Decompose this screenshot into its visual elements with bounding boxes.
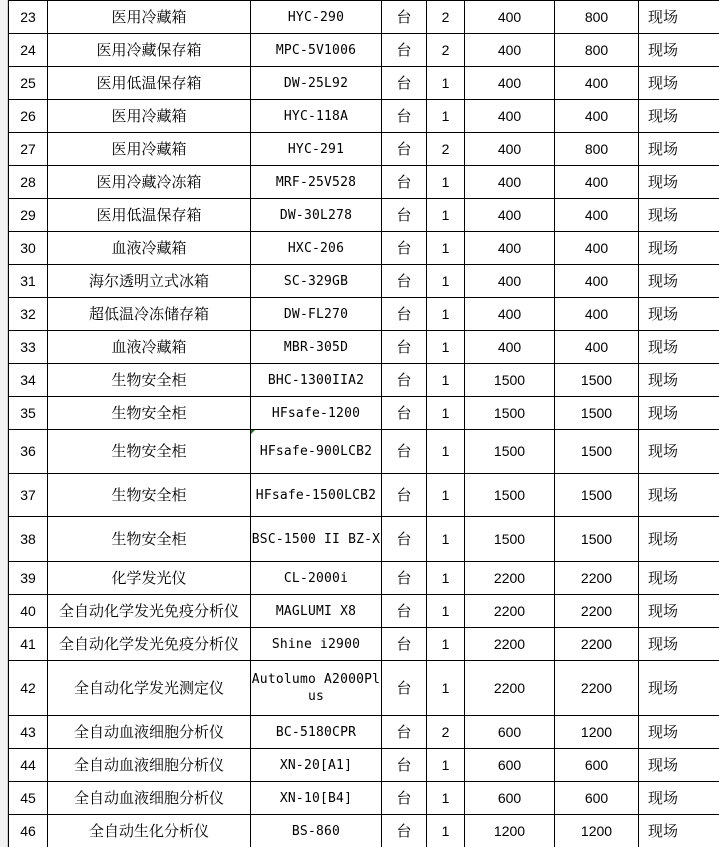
cell-equipment-name[interactable]: 生物安全柜 [48,430,251,474]
cell-quantity[interactable]: 1 [427,517,465,562]
cell-model[interactable]: MRF-25V528 [251,166,382,199]
cell-quantity[interactable]: 1 [427,232,465,265]
cell-unit-price[interactable]: 1500 [465,430,555,474]
cell-total[interactable]: 400 [555,100,639,133]
cell-total[interactable]: 400 [555,298,639,331]
cell-model[interactable]: BS-860 [251,815,382,847]
cell-unit-price[interactable]: 1500 [465,474,555,517]
cell-model[interactable]: BC-5180CPR [251,716,382,749]
cell-unit[interactable]: 台 [382,430,427,474]
cell-model[interactable]: HYC-291 [251,133,382,166]
table-row [9,166,719,199]
cell-row-number[interactable]: 35 [9,397,48,430]
cell-equipment-name[interactable]: 全自动化学发光测定仪 [48,661,251,716]
cell-location[interactable]: 现场 [639,199,719,232]
cell-equipment-name[interactable]: 医用低温保存箱 [48,67,251,100]
cell-unit-price[interactable]: 400 [465,133,555,166]
cell-equipment-name[interactable]: 全自动生化分析仪 [48,815,251,847]
table-row [9,199,719,232]
cell-row-number[interactable]: 45 [9,782,48,815]
cell-unit[interactable]: 台 [382,232,427,265]
cell-unit-price[interactable]: 1500 [465,364,555,397]
cell-model[interactable]: DW-FL270 [251,298,382,331]
cell-location[interactable]: 现场 [639,232,719,265]
table-row [9,34,719,67]
table-row [9,397,719,430]
cell-location[interactable]: 现场 [639,716,719,749]
cell-equipment-name[interactable]: 化学发光仪 [48,562,251,595]
cell-unit-price[interactable]: 2200 [465,595,555,628]
cell-total[interactable]: 400 [555,166,639,199]
cell-quantity[interactable]: 1 [427,595,465,628]
cell-location[interactable]: 现场 [639,595,719,628]
cell-location[interactable]: 现场 [639,1,719,34]
cell-location[interactable]: 现场 [639,782,719,815]
cell-model[interactable]: CL-2000i [251,562,382,595]
cell-row-number[interactable]: 36 [9,430,48,474]
cell-quantity[interactable]: 1 [427,562,465,595]
cell-unit[interactable]: 台 [382,474,427,517]
cell-quantity[interactable]: 1 [427,199,465,232]
table-row [9,628,719,661]
cell-total[interactable]: 2200 [555,628,639,661]
table-row [9,298,719,331]
cell-equipment-name[interactable]: 医用冷藏冷冻箱 [48,166,251,199]
cell-row-number[interactable]: 33 [9,331,48,364]
table-row [9,474,719,517]
cell-unit[interactable]: 台 [382,562,427,595]
table-row [9,232,719,265]
cell-row-number[interactable]: 31 [9,265,48,298]
cell-quantity[interactable]: 1 [427,166,465,199]
table-row [9,1,719,34]
cell-unit[interactable]: 台 [382,749,427,782]
cell-quantity[interactable]: 1 [427,661,465,716]
cell-location[interactable]: 现场 [639,166,719,199]
cell-equipment-name[interactable]: 生物安全柜 [48,517,251,562]
cell-unit[interactable]: 台 [382,661,427,716]
cell-total[interactable]: 400 [555,232,639,265]
cell-equipment-name[interactable]: 医用冷藏箱 [48,1,251,34]
table-row [9,661,719,716]
cell-model[interactable]: HYC-290 [251,1,382,34]
cell-row-number[interactable]: 39 [9,562,48,595]
cell-quantity[interactable]: 1 [427,815,465,847]
cell-unit-price[interactable]: 2200 [465,661,555,716]
cell-model[interactable]: Autolumo A2000Plus [251,661,382,716]
cell-location[interactable]: 现场 [639,34,719,67]
cell-row-number[interactable]: 30 [9,232,48,265]
cell-unit-price[interactable]: 400 [465,298,555,331]
cell-quantity[interactable]: 1 [427,265,465,298]
cell-row-number[interactable]: 43 [9,716,48,749]
cell-row-number[interactable]: 46 [9,815,48,847]
cell-unit[interactable]: 台 [382,166,427,199]
table-row [9,133,719,166]
cell-total[interactable]: 400 [555,199,639,232]
cell-unit-price[interactable]: 2200 [465,562,555,595]
cell-quantity[interactable]: 1 [427,397,465,430]
cell-unit[interactable]: 台 [382,331,427,364]
cell-location[interactable]: 现场 [639,364,719,397]
cell-equipment-name[interactable]: 全自动血液细胞分析仪 [48,749,251,782]
cell-unit-price[interactable]: 2200 [465,628,555,661]
table-row [9,595,719,628]
cell-location[interactable]: 现场 [639,430,719,474]
cell-total[interactable]: 2200 [555,562,639,595]
cell-row-number[interactable]: 44 [9,749,48,782]
cell-unit-price[interactable]: 400 [465,34,555,67]
cell-total[interactable]: 400 [555,331,639,364]
cell-quantity[interactable]: 1 [427,298,465,331]
cell-total[interactable]: 800 [555,133,639,166]
cell-unit-price[interactable]: 600 [465,782,555,815]
cell-equipment-name[interactable]: 生物安全柜 [48,474,251,517]
cell-equipment-name[interactable]: 生物安全柜 [48,397,251,430]
cell-equipment-name[interactable]: 全自动血液细胞分析仪 [48,716,251,749]
cell-row-number[interactable]: 29 [9,199,48,232]
cell-total[interactable]: 1200 [555,815,639,847]
cell-row-number[interactable]: 37 [9,474,48,517]
cell-location[interactable]: 现场 [639,397,719,430]
cell-model[interactable]: Shine i2900 [251,628,382,661]
table-row [9,67,719,100]
cell-location[interactable]: 现场 [639,749,719,782]
cell-model[interactable]: SC-329GB [251,265,382,298]
cell-row-number[interactable]: 32 [9,298,48,331]
cell-quantity[interactable]: 2 [427,716,465,749]
cell-location[interactable]: 现场 [639,661,719,716]
cell-location[interactable]: 现场 [639,133,719,166]
cell-equipment-name[interactable]: 全自动化学发光免疫分析仪 [48,628,251,661]
cell-unit-price[interactable]: 600 [465,749,555,782]
cell-equipment-name[interactable]: 超低温冷冻储存箱 [48,298,251,331]
cell-unit[interactable]: 台 [382,397,427,430]
table-row [9,517,719,562]
cell-unit-price[interactable]: 400 [465,232,555,265]
cell-quantity[interactable]: 1 [427,364,465,397]
cell-quantity[interactable]: 1 [427,628,465,661]
cell-total[interactable]: 1500 [555,474,639,517]
cell-quantity[interactable]: 2 [427,133,465,166]
cell-quantity[interactable]: 1 [427,474,465,517]
cell-model[interactable]: MBR-305D [251,331,382,364]
cell-row-number[interactable]: 42 [9,661,48,716]
cell-total[interactable]: 1500 [555,430,639,474]
cell-quantity[interactable]: 1 [427,67,465,100]
equipment-table [8,0,719,847]
cell-model[interactable]: HFsafe-1500LCB2 [251,474,382,517]
cell-total[interactable]: 600 [555,782,639,815]
cell-model[interactable]: HFsafe-900LCB2 [251,430,382,474]
cell-location[interactable]: 现场 [639,474,719,517]
cell-total[interactable]: 600 [555,749,639,782]
cell-unit[interactable]: 台 [382,628,427,661]
table-row [9,430,719,474]
cell-model[interactable]: XN-20[A1] [251,749,382,782]
cell-total[interactable]: 1200 [555,716,639,749]
table-row [9,782,719,815]
cell-model[interactable]: MAGLUMI X8 [251,595,382,628]
cell-model[interactable]: HYC-118A [251,100,382,133]
cell-row-number[interactable]: 34 [9,364,48,397]
table-row [9,562,719,595]
cell-location[interactable]: 现场 [639,100,719,133]
cell-location[interactable]: 现场 [639,517,719,562]
cell-quantity[interactable]: 1 [427,782,465,815]
cell-location[interactable]: 现场 [639,67,719,100]
table-row [9,716,719,749]
cell-unit-price[interactable]: 1500 [465,397,555,430]
cell-total[interactable]: 800 [555,34,639,67]
table-row [9,265,719,298]
cell-unit[interactable]: 台 [382,199,427,232]
cell-model[interactable]: HXC-206 [251,232,382,265]
cell-unit[interactable]: 台 [382,265,427,298]
cell-location[interactable]: 现场 [639,628,719,661]
cell-quantity[interactable]: 2 [427,34,465,67]
cell-unit[interactable]: 台 [382,34,427,67]
cell-total[interactable]: 2200 [555,595,639,628]
cell-unit[interactable]: 台 [382,133,427,166]
cell-equipment-name[interactable]: 全自动化学发光免疫分析仪 [48,595,251,628]
cell-row-number[interactable]: 25 [9,67,48,100]
cell-unit[interactable]: 台 [382,100,427,133]
cell-quantity[interactable]: 1 [427,749,465,782]
row-header-gutter [0,0,8,847]
cell-equipment-name[interactable]: 医用冷藏保存箱 [48,34,251,67]
cell-equipment-name[interactable]: 医用低温保存箱 [48,199,251,232]
cell-row-number[interactable]: 23 [9,1,48,34]
cell-location[interactable]: 现场 [639,265,719,298]
cell-unit[interactable]: 台 [382,716,427,749]
cell-unit-price[interactable]: 400 [465,265,555,298]
table-row [9,364,719,397]
cell-row-number[interactable]: 38 [9,517,48,562]
cell-equipment-name[interactable]: 生物安全柜 [48,364,251,397]
table-row [9,815,719,847]
cell-total[interactable]: 1500 [555,364,639,397]
cell-total[interactable]: 1500 [555,397,639,430]
cell-total[interactable]: 800 [555,1,639,34]
cell-row-number[interactable]: 27 [9,133,48,166]
cell-equipment-name[interactable]: 血液冷藏箱 [48,331,251,364]
cell-model[interactable]: HFsafe-1200 [251,397,382,430]
cell-equipment-name[interactable]: 医用冷藏箱 [48,100,251,133]
cell-unit-price[interactable]: 400 [465,166,555,199]
cell-row-number[interactable]: 28 [9,166,48,199]
cell-unit[interactable]: 台 [382,782,427,815]
cell-unit[interactable]: 台 [382,595,427,628]
table-row [9,749,719,782]
cell-location[interactable]: 现场 [639,298,719,331]
cell-unit-price[interactable]: 400 [465,1,555,34]
cell-unit-price[interactable]: 1500 [465,517,555,562]
cell-model[interactable]: BSC-1500 II BZ-X [251,517,382,562]
cell-unit-price[interactable]: 400 [465,331,555,364]
cell-model[interactable]: BHC-1300IIA2 [251,364,382,397]
cell-total[interactable]: 2200 [555,661,639,716]
cell-location[interactable]: 现场 [639,562,719,595]
cell-unit-price[interactable]: 1200 [465,815,555,847]
cell-unit[interactable]: 台 [382,815,427,847]
table-row [9,331,719,364]
cell-quantity[interactable]: 2 [427,1,465,34]
cell-unit-price[interactable]: 600 [465,716,555,749]
cell-equipment-name[interactable]: 医用冷藏箱 [48,133,251,166]
cell-equipment-name[interactable]: 海尔透明立式冰箱 [48,265,251,298]
cell-total[interactable]: 400 [555,67,639,100]
cell-quantity[interactable]: 1 [427,331,465,364]
cell-model[interactable]: DW-25L92 [251,67,382,100]
cell-row-number[interactable]: 26 [9,100,48,133]
cell-unit[interactable]: 台 [382,517,427,562]
cell-unit[interactable]: 台 [382,364,427,397]
cell-unit-price[interactable]: 400 [465,100,555,133]
table-body [9,1,719,847]
cell-quantity[interactable]: 1 [427,430,465,474]
cell-total[interactable]: 400 [555,265,639,298]
cell-equipment-name[interactable]: 血液冷藏箱 [48,232,251,265]
cell-equipment-name[interactable]: 全自动血液细胞分析仪 [48,782,251,815]
cell-model[interactable]: MPC-5V1006 [251,34,382,67]
cell-unit-price[interactable]: 400 [465,67,555,100]
cell-unit[interactable]: 台 [382,298,427,331]
cell-row-number[interactable]: 41 [9,628,48,661]
cell-total[interactable]: 1500 [555,517,639,562]
cell-unit[interactable]: 台 [382,67,427,100]
cell-quantity[interactable]: 1 [427,100,465,133]
cell-unit[interactable]: 台 [382,1,427,34]
cell-model[interactable]: DW-30L278 [251,199,382,232]
cell-model[interactable]: XN-10[B4] [251,782,382,815]
cell-unit-price[interactable]: 400 [465,199,555,232]
cell-location[interactable]: 现场 [639,815,719,847]
cell-location[interactable]: 现场 [639,331,719,364]
table-row [9,100,719,133]
cell-row-number[interactable]: 40 [9,595,48,628]
cell-row-number[interactable]: 24 [9,34,48,67]
